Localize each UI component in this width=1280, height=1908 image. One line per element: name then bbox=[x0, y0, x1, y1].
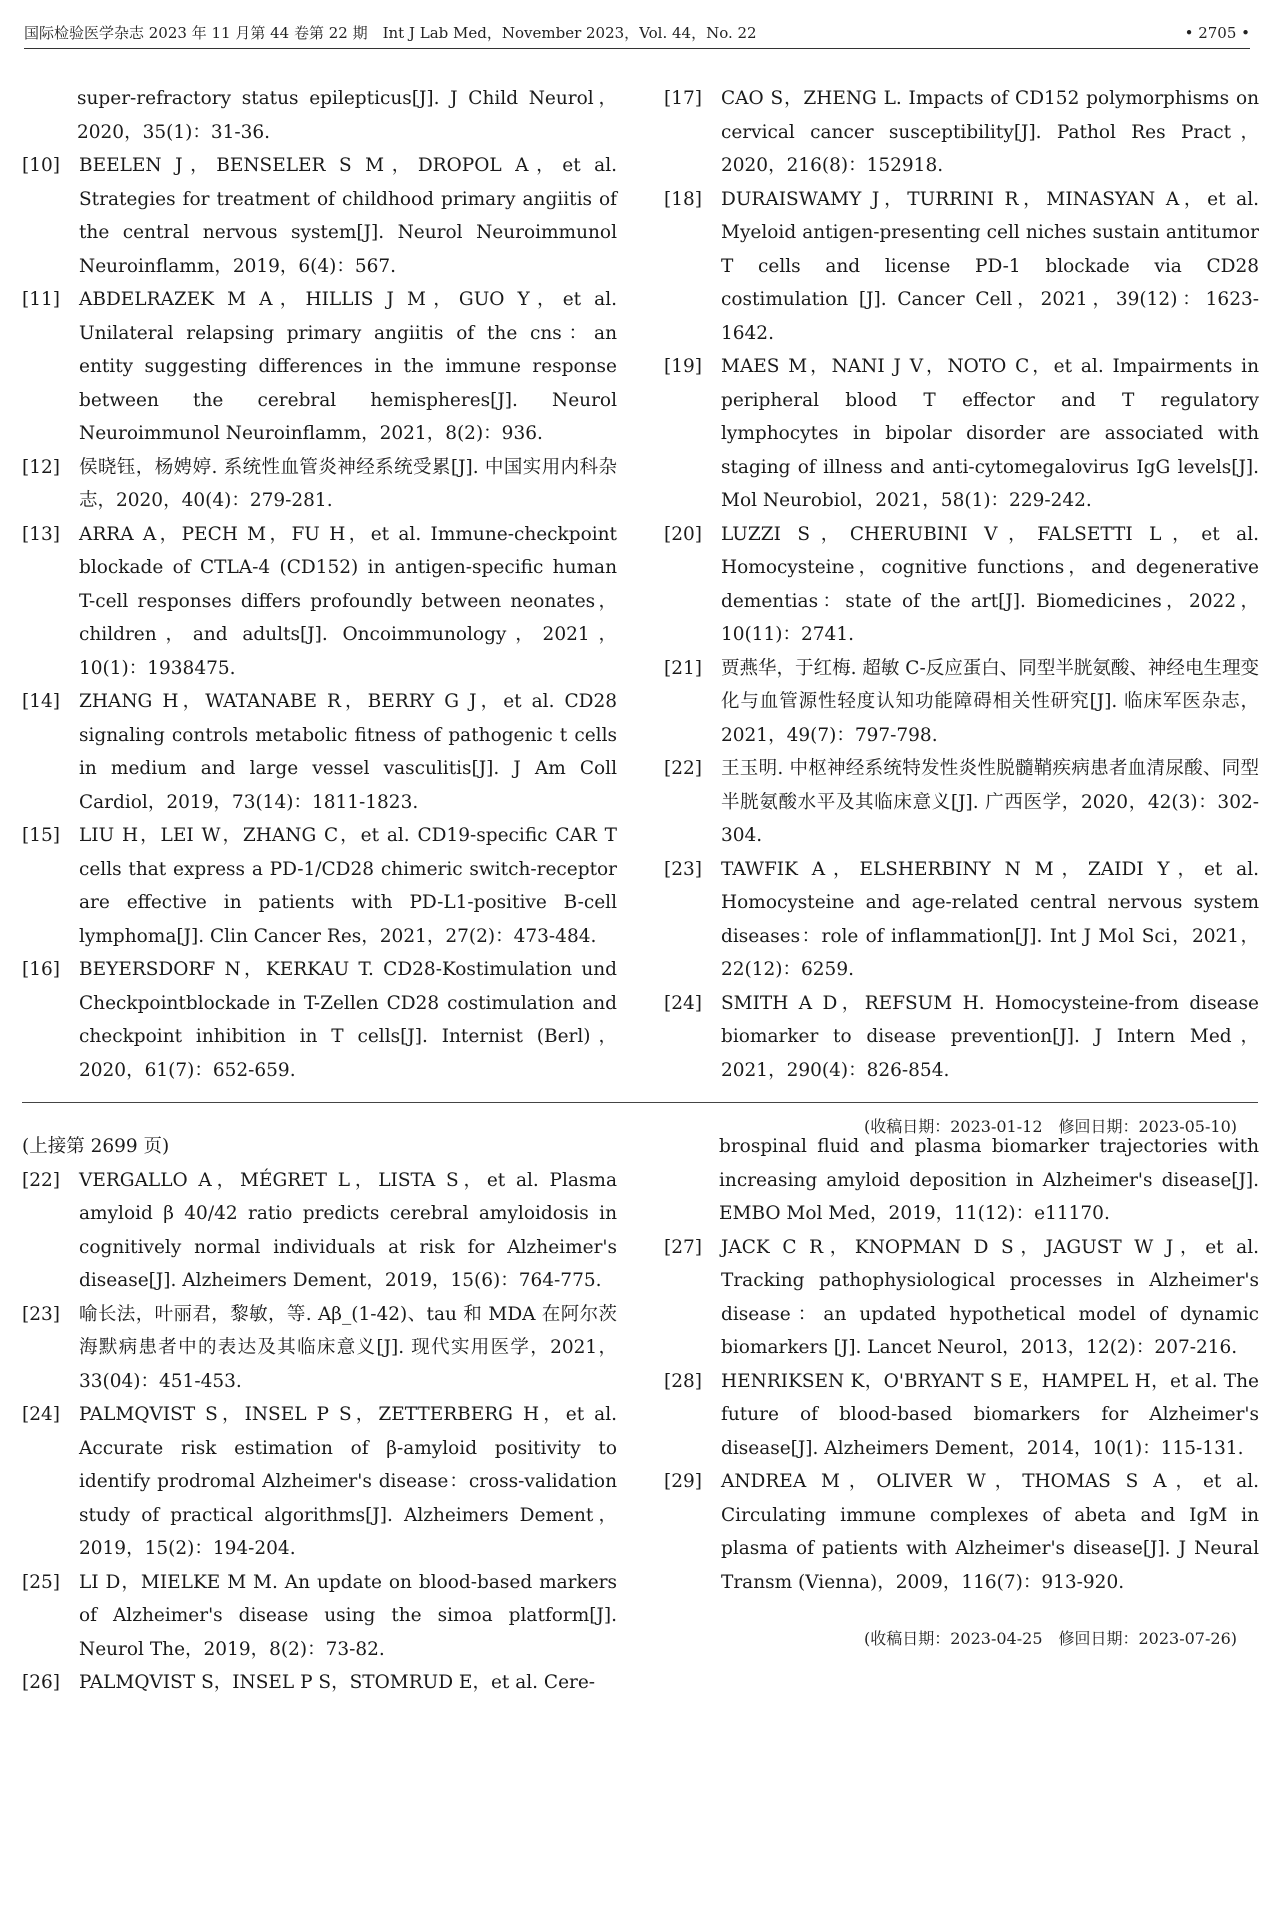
reference-entry bbox=[664, 1231, 1259, 1365]
reference-number: [21] bbox=[664, 657, 702, 679]
reference-number: [11] bbox=[22, 289, 60, 310]
reference-number: [24] bbox=[664, 992, 702, 1014]
reference-text: 侯晓钰，杨娉婷. 系统性血管炎神经系统受累[J]. 中国实用内科杂志，2020，40(4)：279-281. bbox=[79, 456, 617, 511]
reference-number: [15] bbox=[22, 825, 60, 846]
reference-number: [20] bbox=[664, 523, 702, 545]
reference-text: VERGALLO A，MÉGRET L，LISTA S，et al. Plasma amyloid β 40/42 ratio predicts cerebral amyloidosis in cognitively normal individuals at risk for Alzheimer's disease[J]. Alzheimers Dement，2019，15(6)：764-775. bbox=[79, 1169, 617, 1291]
reference-number: [24] bbox=[22, 1404, 60, 1425]
reference-text: 王玉明. 中枢神经系统特发性炎性脱髓鞘疾病患者血清尿酸、同型半胱氨酸水平及其临床意义[J]. 广西医学，2020，42(3)：302-304. bbox=[721, 758, 1259, 846]
continued-from-label: (上接第 2699 页) bbox=[22, 1136, 170, 1157]
reference-number: [29] bbox=[664, 1471, 702, 1492]
reference-text: PALMQVIST S，INSEL P S，ZETTERBERG H，et al. Accurate risk estimation of β-amyloid positivity to identify prodromal Alzheimer's disease：cross-validation study of practical algorithms[J]. Alzheimers Dement，2019，15(2)：194-204. bbox=[79, 1404, 617, 1559]
reference-number: [18] bbox=[664, 188, 702, 210]
references-bottom-right-column bbox=[664, 1130, 1259, 1651]
reference-text: HENRIKSEN K，O'BRYANT S E，HAMPEL H，et al. The future of blood-based biomarkers for Alzheimer's disease[J]. Alzheimers Dement，2014，10(1)：115-131. bbox=[721, 1370, 1259, 1459]
reference-entry bbox=[22, 685, 617, 819]
reference-entry bbox=[22, 451, 617, 518]
received-dates: (收稿日期：2023-04-25 修回日期：2023-07-26) bbox=[864, 1629, 1237, 1648]
reference-text: SMITH A D，REFSUM H. Homocysteine-from disease biomarker to disease prevention[J]. J Intern Med，2021，290(4)：826-854. bbox=[721, 992, 1259, 1081]
reference-number: [10] bbox=[22, 155, 60, 176]
reference-entry bbox=[22, 149, 617, 283]
reference-entry bbox=[664, 652, 1259, 753]
reference-entry bbox=[22, 1398, 617, 1566]
reference-number: [25] bbox=[22, 1571, 60, 1593]
references-bottom-left-column bbox=[22, 1130, 617, 1700]
reference-entry bbox=[22, 819, 617, 953]
reference-text: CAO S，ZHENG L. Impacts of CD152 polymorphisms on cervical cancer susceptibility[J]. Pathol Res Pract，2020，216(8)：152918. bbox=[721, 88, 1259, 176]
reference-number: [26] bbox=[22, 1672, 60, 1693]
reference-number: [16] bbox=[22, 959, 60, 980]
reference-entry bbox=[22, 953, 617, 1087]
reference-number: [22] bbox=[664, 758, 702, 779]
reference-entry bbox=[664, 1365, 1259, 1466]
reference-text: ABDELRAZEK M A，HILLIS J M，GUO Y，et al. Unilateral relapsing primary angiitis of the cns：an entity suggesting differences in the immune response between the cerebral hemispheres[J]. Neurol Neuroimmunol Neuroinflamm，2021，8(2)：936. bbox=[79, 289, 617, 444]
reference-entry bbox=[664, 987, 1259, 1088]
reference-text: DURAISWAMY J，TURRINI R，MINASYAN A，et al. Myeloid antigen-presenting cell niches sustain antitumor T cells and license PD-1 blockade via CD28 costimulation [J]. Cancer Cell，2021，39(12)：1623-1642. bbox=[721, 188, 1259, 344]
reference-text: JACK C R，KNOPMAN D S，JAGUST W J，et al. Tracking pathophysiological processes in Alzheimer's disease：an updated hypothetical model of dynamic biomarkers [J]. Lancet Neurol，2013，12(2)：207-216. bbox=[721, 1236, 1259, 1358]
reference-number: [14] bbox=[22, 691, 60, 712]
reference-text: LUZZI S，CHERUBINI V，FALSETTI L，et al. Homocysteine，cognitive functions，and degenerative dementias：state of the art[J]. Biomedicines，2022，10(11)：2741. bbox=[721, 523, 1259, 645]
reference-entry bbox=[664, 853, 1259, 987]
reference-number: [27] bbox=[664, 1236, 702, 1258]
reference-text: ARRA A，PECH M，FU H，et al. Immune-checkpoint blockade of CTLA-4 (CD152) in antigen-specific human T-cell responses differs profoundly between neonates，children，and adults[J]. Oncoimmunology，2021，10(1)：1938475. bbox=[79, 523, 617, 679]
references-top-left-column bbox=[22, 82, 617, 1087]
section-divider bbox=[22, 1102, 1258, 1103]
reference-number: [23] bbox=[664, 858, 702, 880]
references-top-right-column bbox=[664, 82, 1259, 1139]
reference-entry bbox=[22, 1666, 617, 1700]
reference-text: 贾燕华，于红梅. 超敏 C-反应蛋白、同型半胱氨酸、神经电生理变化与血管源性轻度认知功能障碍相关性研究[J]. 临床军医杂志，2021，49(7)：797-798. bbox=[721, 657, 1259, 746]
reference-text: TAWFIK A，ELSHERBINY N M，ZAIDI Y，et al. Homocysteine and age-related central nervous system diseases：role of inflammation[J]. Int J Mol Sci，2021，22(12)：6259. bbox=[721, 858, 1259, 980]
reference-list bbox=[22, 149, 617, 1087]
reference-entry bbox=[22, 1298, 617, 1399]
reference-text: BEELEN J，BENSELER S M，DROPOL A，et al. Strategies for treatment of childhood primary angiitis of the central nervous system[J]. Neurol Neuroimmunol Neuroinflamm，2019，6(4)：567. bbox=[79, 155, 617, 277]
reference-number: [22] bbox=[22, 1169, 60, 1191]
reference-continuation: super-refractory status epilepticus[J]. J Child Neurol，2020，35(1)：31-36. bbox=[77, 88, 617, 143]
reference-entry bbox=[22, 1566, 617, 1667]
reference-text: PALMQVIST S，INSEL P S，STOMRUD E，et al. Cere- bbox=[79, 1672, 596, 1693]
reference-text: MAES M，NANI J V，NOTO C，et al. Impairments in peripheral blood T effector and T regulatory lymphocytes in bipolar disorder are associated with staging of illness and anti-cytomegalovirus IgG levels[J]. Mol Neurobiol，2021，58(1)：229-242. bbox=[721, 356, 1259, 511]
reference-entry bbox=[664, 183, 1259, 351]
reference-continuation: brospinal fluid and plasma biomarker trajectories with increasing amyloid deposition in Alzheimer's disease[J]. EMBO Mol Med，2019，11(12)：e11170. bbox=[719, 1136, 1259, 1224]
reference-number: [28] bbox=[664, 1370, 702, 1392]
reference-number: [23] bbox=[22, 1303, 60, 1325]
reference-text: 喻长法，叶丽君，黎敏，等. Aβ_(1-42)、tau 和 MDA 在阿尔茨海默病患者中的表达及其临床意义[J]. 现代实用医学，2021，33(04)：451-453. bbox=[79, 1303, 617, 1392]
reference-entry bbox=[664, 1465, 1259, 1599]
reference-number: [19] bbox=[664, 356, 702, 377]
reference-list bbox=[22, 1164, 617, 1700]
reference-number: [13] bbox=[22, 523, 60, 545]
received-dates: (收稿日期：2023-01-12 修回日期：2023-05-10) bbox=[864, 1117, 1237, 1136]
reference-entry bbox=[22, 1164, 617, 1298]
running-header bbox=[24, 22, 1250, 49]
reference-list bbox=[664, 1231, 1259, 1600]
reference-text: ANDREA M，OLIVER W，THOMAS S A，et al. Circulating immune complexes of abeta and IgM in plasma of patients with Alzheimer's disease[J]. J Neural Transm (Vienna)，2009，116(7)：913-920. bbox=[721, 1471, 1259, 1593]
reference-entry bbox=[664, 752, 1259, 853]
reference-text: LI D，MIELKE M M. An update on blood-based markers of Alzheimer's disease using the simoa platform[J]. Neurol The，2019，8(2)：73-82. bbox=[79, 1571, 617, 1660]
reference-entry bbox=[22, 518, 617, 686]
reference-text: LIU H，LEI W，ZHANG C，et al. CD19-specific CAR T cells that express a PD-1/CD28 chimeric switch-receptor are effective in patients with PD-L1-positive B-cell lymphoma[J]. Clin Cancer Res，2021，27(2)：473-484. bbox=[79, 825, 617, 947]
reference-number: [12] bbox=[22, 456, 60, 478]
reference-entry bbox=[664, 82, 1259, 183]
reference-number: [17] bbox=[664, 88, 702, 109]
reference-entry bbox=[664, 350, 1259, 518]
reference-text: ZHANG H，WATANABE R，BERRY G J，et al. CD28 signaling controls metabolic fitness of pathogenic t cells in medium and large vessel vasculitis[J]. J Am Coll Cardiol，2019，73(14)：1811-1823. bbox=[79, 691, 617, 813]
reference-list bbox=[664, 82, 1259, 1087]
reference-entry bbox=[664, 518, 1259, 652]
reference-text: BEYERSDORF N，KERKAU T. CD28-Kostimulation und Checkpointblockade in T-Zellen CD28 costimulation and checkpoint inhibition in T cells[J]. Internist (Berl)，2020，61(7)：652-659. bbox=[79, 959, 617, 1081]
reference-entry bbox=[22, 283, 617, 451]
header-page-number: • 2705 • bbox=[1184, 24, 1250, 42]
header-journal-info: 国际检验医学杂志 2023 年 11 月第 44 卷第 22 期 Int J Lab Med，November 2023，Vol. 44，No. 22 bbox=[24, 24, 757, 42]
